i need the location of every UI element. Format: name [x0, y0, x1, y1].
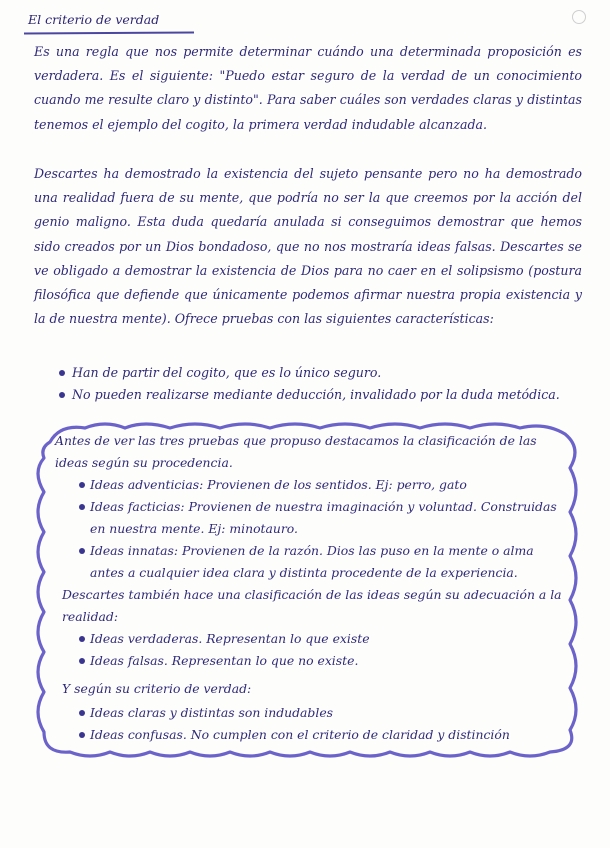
- list-item: Ideas adventicias: Provienen de los sentidos. Ej: perro, gato: [90, 474, 560, 496]
- list-item: Han de partir del cogito, que es lo único seguro.: [72, 362, 582, 384]
- list-item: Ideas claras y distintas son indudables: [90, 702, 560, 724]
- page-corner-mark: [572, 10, 586, 24]
- adequacy-ideas-list: [90, 628, 560, 672]
- intro-paragraph: Es una regla que nos permite determinar cuándo una determinada proposición es verdadera. Es el siguiente: "Puedo estar seguro de la verdad de un conocimiento cuando me resulte claro y distinto". Para saber cuáles son verdades claras y distintas tenemos el ejemplo del cogito, la primera verdad indudable alcanzada.: [34, 44, 582, 132]
- second-paragraph: Descartes ha demostrado la existencia del sujeto pensante pero no ha demostrado una realidad fuera de su mente, que podría no ser la que creemos por la acción del genio maligno. Esta duda quedaría anulada si conseguimos demostrar que hemos sido creados por un Dios bondadoso, que no nos mostraría ideas falsas. Descartes se ve obligado a demostrar la existencia de Dios para no caer en el solipsismo (postura filosófica que defiende que únicamente podemos afirmar nuestra propia existencia y la de nuestra mente). Ofrece pruebas con las siguientes características:: [34, 166, 582, 327]
- criterion-ideas-list: [90, 702, 560, 746]
- list-item: Ideas falsas. Representan lo que no existe.: [90, 650, 560, 672]
- list-item: Ideas confusas. No cumplen con el criterio de claridad y distinción: [90, 724, 560, 746]
- list-item: No pueden realizarse mediante deducción, invalidado por la duda metódica.: [72, 384, 582, 406]
- adequacy-intro: Descartes también hace una clasificación de las ideas según su adecuación a la realidad:: [62, 587, 562, 624]
- characteristics-list: [72, 362, 582, 406]
- page-title: El criterio de verdad: [28, 12, 160, 27]
- origin-ideas-list: [90, 474, 560, 584]
- list-item: Ideas facticias: Provienen de nuestra imaginación y voluntad. Construidas en nuestra mente. Ej: minotauro.: [90, 496, 560, 540]
- list-item: Ideas innatas: Provienen de la razón. Dios las puso en la mente o alma antes a cualquier idea clara y distinta procedente de la experiencia.: [90, 540, 560, 584]
- criterion-intro: Y según su criterio de verdad:: [62, 681, 252, 696]
- list-item: Ideas verdaderas. Representan lo que existe: [90, 628, 560, 650]
- box-intro: Antes de ver las tres pruebas que propuso destacamos la clasificación de las ideas según su procedencia.: [55, 433, 537, 470]
- title-underline: [24, 32, 194, 35]
